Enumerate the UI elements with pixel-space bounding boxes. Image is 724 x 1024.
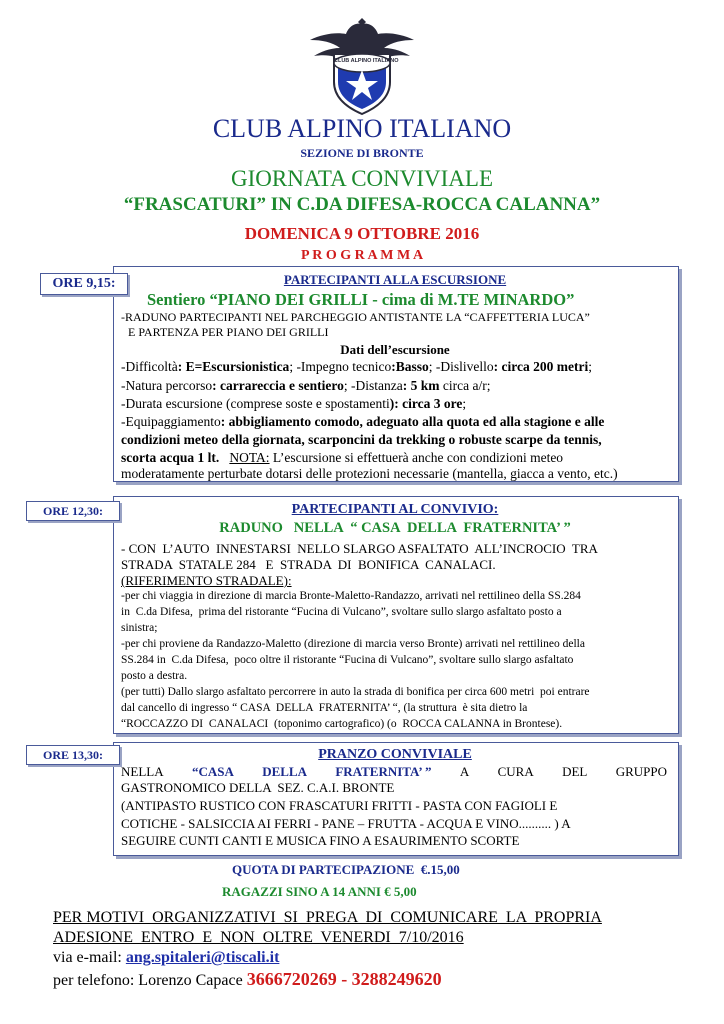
- convivio-line-7: -per chi proviene da Randazzo-Maletto (direzione di marcia verso Bronte) arrivati nel rettilineo della: [121, 638, 585, 650]
- programma-heading: P R O G R A M M A: [300, 248, 424, 263]
- convivio-line-2: STRADA STATALE 284 E STRADA DI BONIFICA CANALACI.: [121, 557, 496, 572]
- equipment-row-1: -Equipaggiamento: abbigliamento comodo, adeguato alla quota ed alla stagione e alle: [121, 414, 605, 429]
- convivio-line-4: -per chi viaggia in direzione di marcia Bronte-Maletto-Randazzo, arrivati nel rettilineo della SS.284: [121, 590, 581, 602]
- equipment-row-2: condizioni meteo della giornata, scarponcini da trekking o robuste scarpe da tennis,: [121, 432, 602, 447]
- quota-kids: RAGAZZI SINO A 14 ANNI € 5,00: [222, 884, 417, 899]
- time-tag-1330: ORE 13,30:: [26, 745, 120, 765]
- pranzo-line-4: COTICHE - SALSICCIA AI FERRI - PANE – FRUTTA - ACQUA E VINO.......... ) A: [121, 816, 571, 831]
- pranzo-heading: PRANZO CONVIVIALE: [318, 747, 472, 762]
- raduno-line-2: E PARTENZA PER PIANO DEI GRILLI: [128, 325, 329, 339]
- convivio-line-6: sinistra;: [121, 622, 158, 634]
- note-row: scorta acqua 1 lt. NOTA: L’escursione si effettuerà anche con condizioni meteo: [121, 450, 564, 465]
- time-tag-1230: ORE 12,30:: [26, 501, 120, 521]
- event-location: “FRASCATURI” IN C.DA DIFESA-ROCCA CALANNA”: [123, 194, 601, 215]
- convivio-line-12: “ROCCAZZO DI CANALACI (toponimo cartografico) (o ROCCA CALANNA in Brontese).: [121, 718, 563, 730]
- email-link[interactable]: ang.spitaleri@tiscali.it: [125, 949, 280, 966]
- convivio-heading: PARTECIPANTI AL CONVIVIO:: [291, 502, 499, 517]
- terrain-row: -Natura percorso: carrareccia e sentiero; -Distanza: 5 km circa a/r;: [121, 378, 491, 393]
- convivio-subheading: RADUNO NELLA “ CASA DELLA FRATERNITA’ ”: [219, 520, 571, 536]
- note-row-2: moderatamente perturbate dotarsi delle protezioni necessarie (mantella, giacca a vento, etc.): [121, 466, 618, 481]
- email-row: via e-mail: ang.spitaleri@tiscali.it: [53, 949, 280, 966]
- pranzo-line-1: NELLA “CASA DELLA FRATERNITA’ ” A CURA DEL GRUPPO: [121, 764, 667, 779]
- convivio-line-8: SS.284 in C.da Difesa, poco oltre il ristorante “Fucina di Vulcano”, svoltare sullo slargo asfaltato: [121, 654, 574, 666]
- section-subtitle: SEZIONE DI BRONTE: [300, 146, 424, 160]
- excursion-route: Sentiero “PIANO DEI GRILLI - cima di M.TE MINARDO”: [147, 290, 575, 309]
- convivio-line-10: (per tutti) Dallo slargo asfaltato percorrere in auto la strada di bonifica per circa 600 metri poi entrare: [121, 686, 590, 698]
- difficulty-row: -Difficoltà: E=Escursionistica; -Impegno tecnico:Basso; -Dislivello: circa 200 metri;: [121, 359, 593, 374]
- road-reference: (RIFERIMENTO STRADALE):: [121, 573, 292, 588]
- eagle-star-emblem-icon: [302, 18, 422, 116]
- convivio-line-5: in C.da Difesa, prima del ristorante “Fucina di Vulcano”, svoltare sullo slargo asfaltato posto a: [121, 606, 562, 618]
- dati-title: Dati dell’escursione: [340, 342, 450, 357]
- pranzo-line-3: (ANTIPASTO RUSTICO CON FRASCATURI FRITTI - PASTA CON FAGIOLI E: [121, 798, 558, 813]
- convivio-line-11: dal cancello di ingresso “ CASA DELLA FRATERNITA’ “, (la struttura è sita dietro la: [121, 702, 528, 714]
- convivio-line-1: - CON L’AUTO INNESTARSI NELLO SLARGO ASFALTATO ALL’INCROCIO TRA: [121, 541, 598, 556]
- phone-row: per telefono: Lorenzo Capace 3666720269 - 3288249620: [53, 969, 442, 989]
- event-title: GIORNATA CONVIVIALE: [231, 166, 493, 191]
- logo-ring-text: CLUB ALPINO ITALIANO: [334, 58, 399, 64]
- phone-numbers: 3666720269 - 3288249620: [246, 969, 442, 989]
- excursion-heading: PARTECIPANTI ALLA ESCURSIONE: [283, 272, 507, 287]
- cai-logo: [302, 18, 422, 116]
- convivio-line-9: posto a destra.: [121, 670, 188, 682]
- raduno-line-1: -RADUNO PARTECIPANTI NEL PARCHEGGIO ANTISTANTE LA “CAFFETTERIA LUCA”: [121, 310, 590, 324]
- time-tag-915: ORE 9,15:: [40, 273, 128, 295]
- event-date: DOMENICA 9 OTTOBRE 2016: [244, 224, 480, 243]
- duration-row: -Durata escursione (comprese soste e spostamenti): circa 3 ore;: [121, 396, 467, 411]
- footer-notice-1: PER MOTIVI ORGANIZZATIVI SI PREGA DI COMUNICARE LA PROPRIA: [53, 909, 602, 926]
- pranzo-line-5: SEGUIRE CUNTI CANTI E MUSICA FINO A ESAURIMENTO SCORTE: [121, 833, 520, 848]
- pranzo-line-2: GASTRONOMICO DELLA SEZ. C.A.I. BRONTE: [121, 780, 395, 795]
- quota-adult: QUOTA DI PARTECIPAZIONE €.15,00: [232, 862, 460, 877]
- footer-notice-2: ADESIONE ENTRO E NON OLTRE VENERDI 7/10/2016: [53, 929, 464, 946]
- page-title: CLUB ALPINO ITALIANO: [212, 114, 512, 143]
